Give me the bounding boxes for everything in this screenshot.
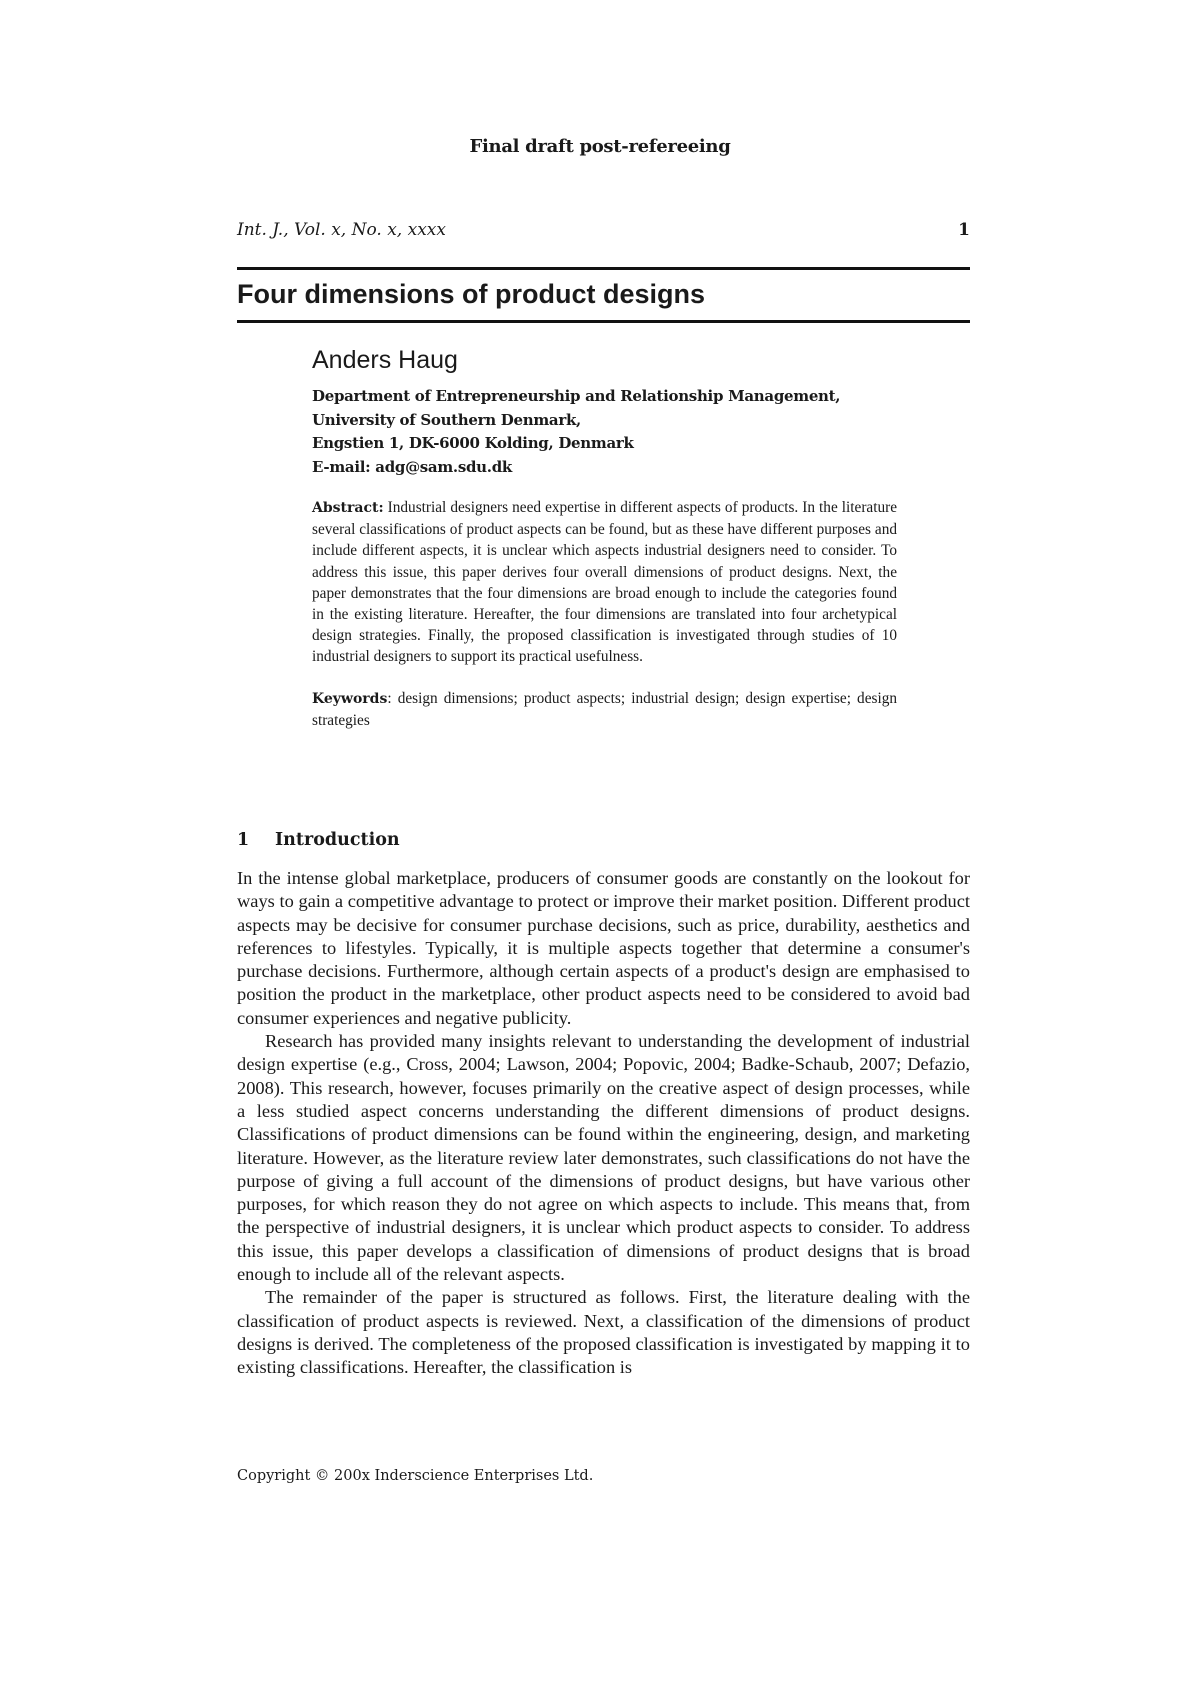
affiliation-address: Engstien 1, DK-6000 Kolding, Denmark bbox=[312, 434, 634, 452]
section-title: Introduction bbox=[275, 830, 400, 850]
affiliation-department: Department of Entrepreneurship and Relationship Management, bbox=[312, 387, 841, 405]
journal-reference: Int. J., Vol. x, No. x, xxxx bbox=[237, 220, 446, 240]
keywords-label: Keywords bbox=[312, 690, 388, 707]
copyright-notice: Copyright © 200x Inderscience Enterprises Ltd. bbox=[237, 1468, 594, 1484]
affiliation-university: University of Southern Denmark, bbox=[312, 410, 581, 429]
keywords bbox=[312, 688, 897, 731]
paper-title: Four dimensions of product designs bbox=[237, 279, 706, 309]
author-name: Anders Haug bbox=[312, 346, 458, 374]
title-rule-top bbox=[237, 267, 970, 270]
author-email: E-mail: adg@sam.sdu.dk bbox=[312, 457, 512, 476]
abstract-label: Abstract: bbox=[312, 500, 384, 516]
section-heading bbox=[237, 830, 400, 850]
draft-note: Final draft post-refereeing bbox=[469, 136, 731, 157]
journal-header bbox=[237, 220, 970, 240]
author-block bbox=[312, 346, 897, 731]
abstract bbox=[312, 497, 897, 668]
paragraph: Research has provided many insights relevant to understanding the development of industrial design expertise (e.g., Cross, 2004; Lawson, 2004; Popovic, 2004; Badke-Schaub, 2007; Defazio, 2008). This research, however, focuses primarily on the creative aspect of design processes, while a less studied aspect concerns understanding the different dimensions of product designs. Classifications of product dimensions can be found within the engineering, design, and marketing literature. However, as the literature review later demonstrates, such classifications do not have the purpose of giving a full account of the dimensions of product designs, but have various other purposes, for which reason they do not agree on which aspects to include. This means that, from the perspective of industrial designers, it is unclear which product aspects to consider. To address this issue, this paper develops a classification of dimensions of product designs that is broad enough to include all of the relevant aspects. bbox=[237, 1031, 970, 1285]
section-number: 1 bbox=[237, 830, 250, 850]
abstract-text: Industrial designers need expertise in different aspects of products. In the literature several classifications of product aspects can be found, but as these have different purposes and include different aspects, it is unclear which aspects industrial designers need to consider. To address this issue, this paper derives four overall dimensions of product designs. Next, the paper demonstrates that the four dimensions are broad enough to include the categories found in the existing literature. Hereafter, the four dimensions are translated into four archetypical design strategies. Finally, the proposed classification is investigated through studies of 10 industrial designers to support its practical usefulness. bbox=[312, 499, 897, 666]
paragraph: In the intense global marketplace, producers of consumer goods are constantly on the lookout for ways to gain a competitive advantage to protect or improve their market position. Different product aspects may be decisive for consumer purchase decisions, such as price, durability, aesthetics and references to lifestyles. Typically, it is multiple aspects together that determine a consumer's purchase decisions. Furthermore, although certain aspects of a product's design are emphasised to position the product in the marketplace, other product aspects need to be considered to avoid bad consumer experiences and negative publicity. bbox=[237, 868, 970, 1028]
keywords-text: : design dimensions; product aspects; industrial design; design expertise; design strategies bbox=[312, 689, 897, 729]
body-text bbox=[237, 867, 970, 1380]
paragraph: The remainder of the paper is structured as follows. First, the literature dealing with the classification of product aspects is reviewed. Next, a classification of the dimensions of product designs is derived. The completeness of the proposed classification is investigated by mapping it to existing classifications. Hereafter, the classification is bbox=[237, 1287, 970, 1378]
title-rule-bottom bbox=[237, 320, 970, 323]
page-number: 1 bbox=[958, 220, 970, 240]
